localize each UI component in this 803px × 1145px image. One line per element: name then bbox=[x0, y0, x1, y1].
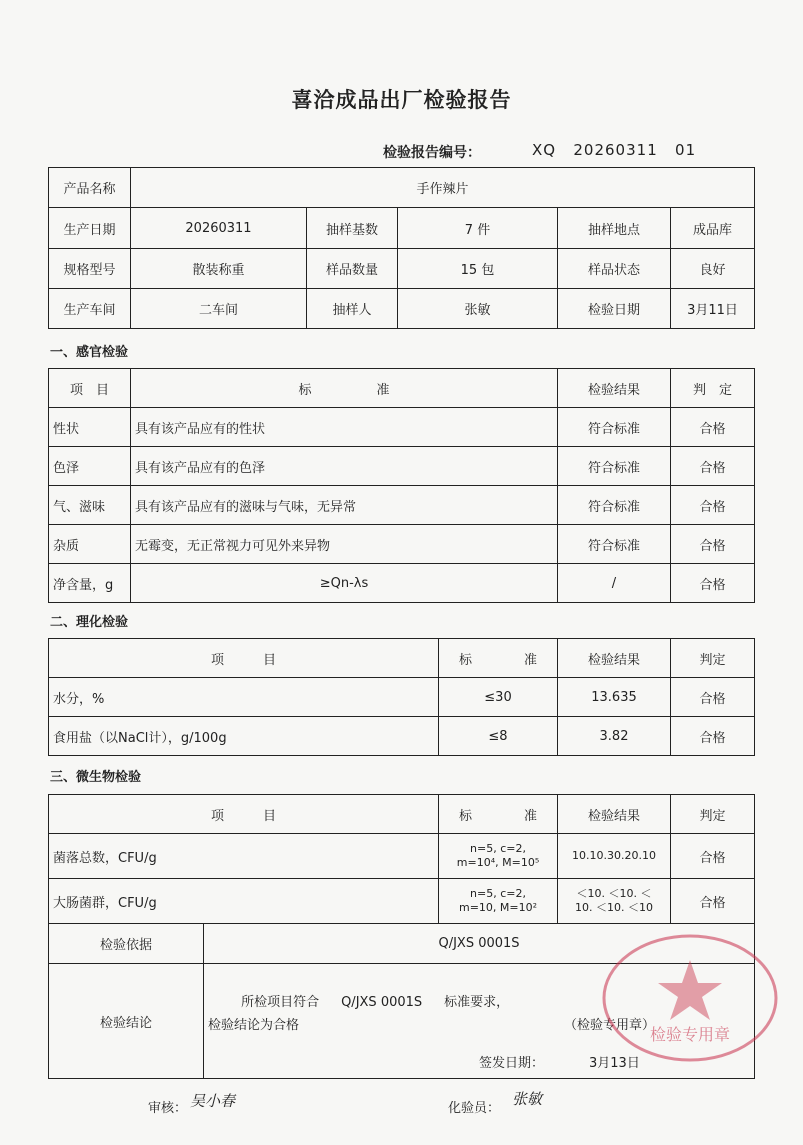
row-result: 13.635 bbox=[558, 678, 671, 717]
physchem-header-item: 项 目 bbox=[49, 639, 439, 678]
table-row bbox=[49, 879, 755, 924]
row-judge: 合格 bbox=[671, 879, 755, 924]
row-item: 杂质 bbox=[49, 525, 131, 564]
micro-heading: 三、微生物检验 bbox=[50, 770, 142, 785]
prod-date-value: 20260311 bbox=[131, 208, 307, 249]
row-result: 3.82 bbox=[558, 717, 671, 756]
reviewer-signature: 吴小春 bbox=[190, 1092, 236, 1110]
row-item: 气、滋味 bbox=[49, 486, 131, 525]
conclusion-line2: 检验结论为合格 bbox=[208, 1018, 300, 1033]
row-result: 10.10.30.20.10 bbox=[558, 834, 671, 879]
row-item: 色泽 bbox=[49, 447, 131, 486]
row-result: / bbox=[558, 564, 671, 603]
sampler-label: 抽样人 bbox=[307, 289, 398, 329]
conclusion-line1-b: 标准要求， bbox=[444, 995, 510, 1010]
company-seal bbox=[598, 928, 783, 1068]
conclusion-label: 检验结论 bbox=[49, 964, 204, 1079]
table-row bbox=[49, 447, 755, 486]
micro-header-result: 检验结果 bbox=[558, 795, 671, 834]
workshop-label: 生产车间 bbox=[49, 289, 131, 329]
basis-value: Q/JXS 0001S bbox=[204, 924, 755, 964]
sampler-value: 张敏 bbox=[398, 289, 558, 329]
conclusion-line1-a: 所检项目符合 bbox=[241, 995, 320, 1010]
table-row bbox=[49, 834, 755, 879]
row-result: 符合标准 bbox=[558, 447, 671, 486]
issue-date-value: 3月13日 bbox=[589, 1056, 640, 1071]
row-item: 净含量，g bbox=[49, 564, 131, 603]
product-name-label: 产品名称 bbox=[49, 168, 131, 208]
sensory-header-standard: 标 准 bbox=[131, 369, 558, 408]
row-judge: 合格 bbox=[671, 525, 755, 564]
row-result: 符合标准 bbox=[558, 408, 671, 447]
micro-header-judge: 判定 bbox=[671, 795, 755, 834]
physchem-heading: 二、理化检验 bbox=[50, 615, 129, 630]
row-standard: 具有该产品应有的滋味与气味，无异常 bbox=[131, 486, 558, 525]
report-number-label: 检验报告编号： bbox=[383, 145, 481, 161]
micro-header-item: 项 目 bbox=[49, 795, 439, 834]
workshop-value: 二车间 bbox=[131, 289, 307, 329]
sample-qty-value: 15 包 bbox=[398, 249, 558, 289]
product-name-value: 手作辣片 bbox=[131, 168, 755, 208]
sensory-table bbox=[48, 368, 755, 603]
sample-place-value: 成品库 bbox=[671, 208, 755, 249]
physchem-header-result: 检验结果 bbox=[558, 639, 671, 678]
row-item: 食用盐（以NaCl计），g/100g bbox=[49, 717, 439, 756]
physchem-header-judge: 判定 bbox=[671, 639, 755, 678]
test-date-label: 检验日期 bbox=[558, 289, 671, 329]
table-row bbox=[49, 717, 755, 756]
row-standard: ≤30 bbox=[439, 678, 558, 717]
spec-label: 规格型号 bbox=[49, 249, 131, 289]
row-item: 性状 bbox=[49, 408, 131, 447]
sample-base-label: 抽样基数 bbox=[307, 208, 398, 249]
row-result: ＜10. ＜10. ＜ 10. ＜10. ＜10 bbox=[558, 879, 671, 924]
table-row bbox=[49, 564, 755, 603]
product-info-table bbox=[48, 167, 755, 329]
physchem-header-standard: 标 准 bbox=[439, 639, 558, 678]
basis-label: 检验依据 bbox=[49, 924, 204, 964]
row-judge: 合格 bbox=[671, 564, 755, 603]
row-judge: 合格 bbox=[671, 834, 755, 879]
table-row bbox=[49, 408, 755, 447]
row-standard: 具有该产品应有的性状 bbox=[131, 408, 558, 447]
sample-state-label: 样品状态 bbox=[558, 249, 671, 289]
sample-state-value: 良好 bbox=[671, 249, 755, 289]
issue-date-label: 签发日期： bbox=[479, 1056, 545, 1071]
row-judge: 合格 bbox=[671, 486, 755, 525]
sensory-heading: 一、感官检验 bbox=[50, 345, 129, 360]
prod-date-label: 生产日期 bbox=[49, 208, 131, 249]
conclusion-line1-std: Q/JXS 0001S bbox=[341, 995, 423, 1010]
sample-qty-label: 样品数量 bbox=[307, 249, 398, 289]
row-standard: 具有该产品应有的色泽 bbox=[131, 447, 558, 486]
row-judge: 合格 bbox=[671, 678, 755, 717]
row-standard: n=5, c=2, m=10, M=10² bbox=[439, 879, 558, 924]
row-item: 水分，% bbox=[49, 678, 439, 717]
row-standard: n=5, c=2, m=10⁴, M=10⁵ bbox=[439, 834, 558, 879]
reviewer-label: 审核： bbox=[148, 1101, 188, 1116]
row-standard: 无霉变，无正常视力可见外来异物 bbox=[131, 525, 558, 564]
seal-sub-text: 检验专用章 bbox=[649, 1025, 731, 1044]
test-date-value: 3月11日 bbox=[671, 289, 755, 329]
sensory-header-item: 项 目 bbox=[49, 369, 131, 408]
row-judge: 合格 bbox=[671, 447, 755, 486]
row-judge: 合格 bbox=[671, 408, 755, 447]
row-item: 菌落总数，CFU/g bbox=[49, 834, 439, 879]
report-number-value: XQ 20260311 01 bbox=[532, 141, 697, 159]
row-result: 符合标准 bbox=[558, 486, 671, 525]
row-result: 符合标准 bbox=[558, 525, 671, 564]
seal-note: （检验专用章） bbox=[564, 1018, 656, 1033]
row-item: 大肠菌群，CFU/g bbox=[49, 879, 439, 924]
row-standard: ≤8 bbox=[439, 717, 558, 756]
report-title: 喜洽成品出厂检验报告 bbox=[291, 88, 512, 112]
micro-header-standard: 标 准 bbox=[439, 795, 558, 834]
sample-base-value: 7 件 bbox=[398, 208, 558, 249]
spec-value: 散装称重 bbox=[131, 249, 307, 289]
table-row bbox=[49, 486, 755, 525]
table-row bbox=[49, 525, 755, 564]
sensory-header-judge: 判 定 bbox=[671, 369, 755, 408]
tester-label: 化验员： bbox=[448, 1101, 501, 1116]
sensory-header-result: 检验结果 bbox=[558, 369, 671, 408]
row-judge: 合格 bbox=[671, 717, 755, 756]
table-row bbox=[49, 678, 755, 717]
row-standard: ≥Qn-λs bbox=[131, 564, 558, 603]
physchem-table bbox=[48, 638, 755, 756]
sample-place-label: 抽样地点 bbox=[558, 208, 671, 249]
tester-signature: 张敏 bbox=[512, 1090, 543, 1108]
